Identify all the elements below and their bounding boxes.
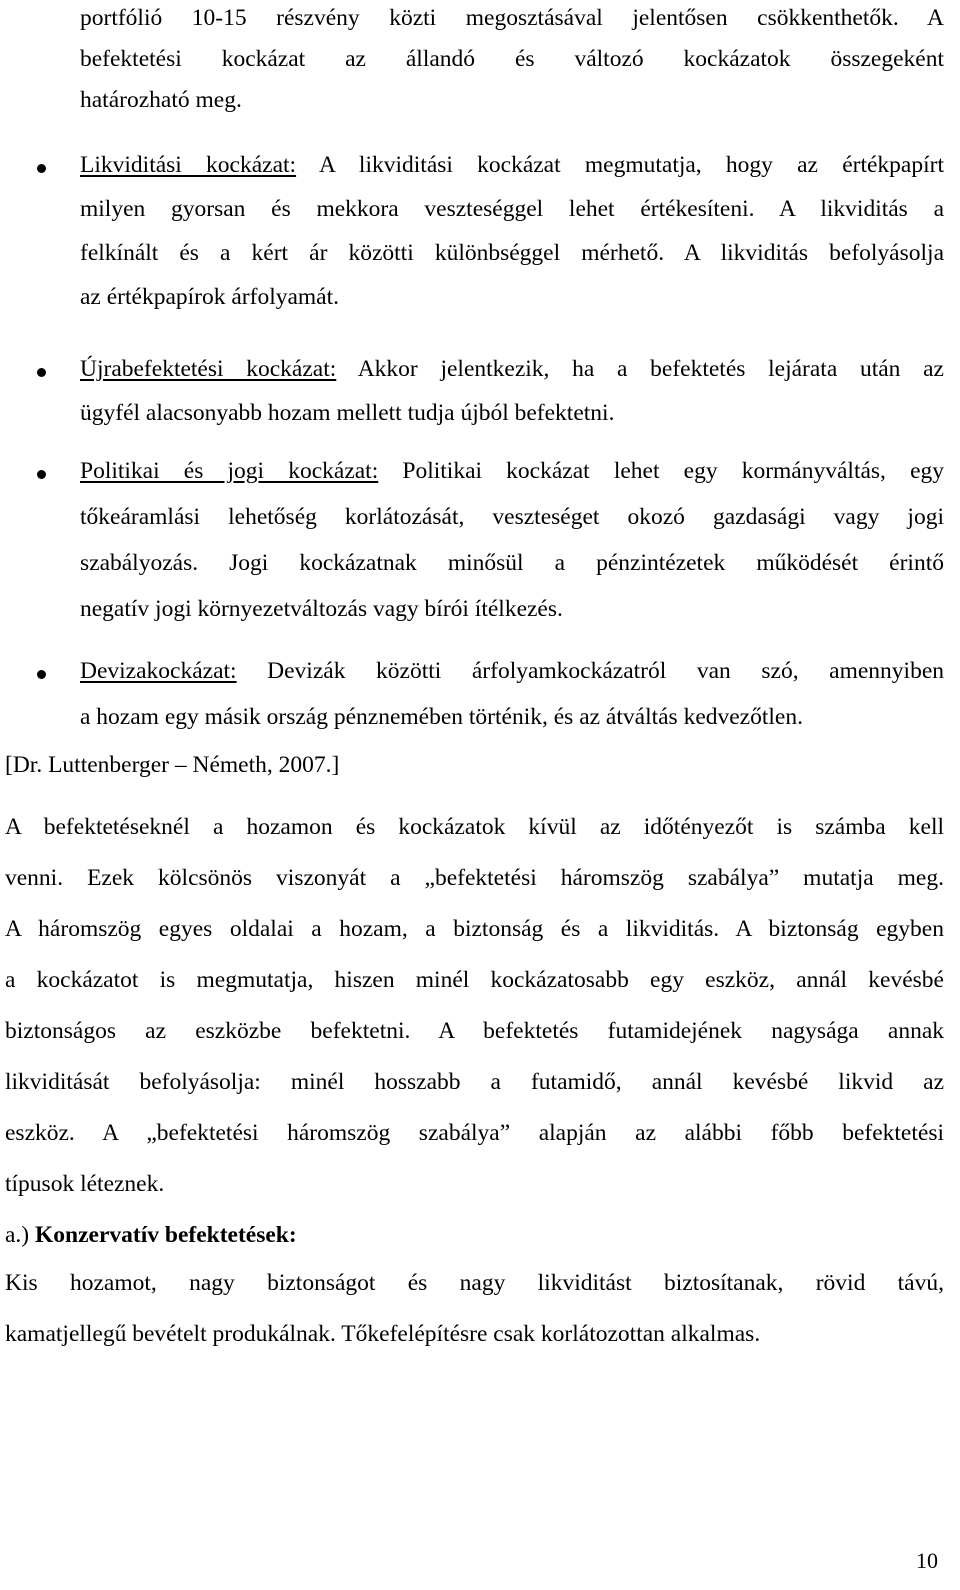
intro-line-1: portfólió 10-15 részvény közti megosztásával jelentősen csökkenthetők. A (80, 5, 944, 31)
paragraph-line: A befektetéseknél a hozamon és kockázatok kívül az időtényezőt is számba kell (5, 814, 944, 840)
paragraph-line: Kis hozamot, nagy biztonságot és nagy likviditást biztosítanak, rövid távú, (5, 1270, 944, 1296)
bullet-line: az értékpapírok árfolyamát. (80, 284, 340, 310)
citation-text: [Dr. Luttenberger – Németh, 2007.] (5, 752, 340, 778)
paragraph-line: típusok léteznek. (5, 1171, 165, 1197)
page-number: 10 (916, 1548, 938, 1573)
section-heading (5, 1220, 944, 1250)
bullet-icon (37, 164, 46, 173)
bullet-line: a hozam egy másik ország pénznemében történik, és az átváltás kedvezőtlen. (80, 704, 803, 730)
bullet-line: felkínált és a kért ár közötti különbséggel mérhető. A likviditás befolyásolja (80, 240, 944, 266)
bullet-term: Politikai és jogi kockázat: (80, 458, 379, 484)
bullet-line: milyen gyorsan és mekkora veszteséggel lehet értékesíteni. A likviditás a (80, 196, 944, 222)
bullet-line: Politikai és jogi kockázat: Politikai kockázat lehet egy kormányváltás, egy (80, 458, 945, 484)
bullet-icon (37, 368, 46, 377)
bullet-line: ügyfél alacsonyabb hozam mellett tudja újból befektetni. (80, 400, 615, 426)
bullet-term: Újrabefektetési kockázat: (80, 356, 337, 382)
paragraph-line: kamatjellegű bevételt produkálnak. Tőkefelépítésre csak korlátozottan alkalmas. (5, 1321, 761, 1347)
paragraph-investment-triangle (5, 812, 944, 1212)
paragraph-line: venni. Ezek kölcsönös viszonyát a „befektetési háromszög szabálya” mutatja meg. (5, 865, 944, 891)
paragraph-conservative-investments (5, 1268, 944, 1358)
bullet-line: Devizakockázat: Devizák közötti árfolyamkockázatról van szó, amennyiben (80, 658, 944, 684)
citation (5, 750, 944, 780)
intro-line-3: határozható meg. (80, 87, 242, 113)
paragraph-line: eszköz. A „befektetési háromszög szabálya” alapján az alábbi főbb befektetési (5, 1120, 944, 1146)
bullet-line: Likviditási kockázat: A likviditási kockázat megmutatja, hogy az értékpapírt (80, 152, 944, 178)
paragraph-line: A háromszög egyes oldalai a hozam, a biztonság és a likviditás. A biztonság egyben (5, 916, 944, 942)
bullet-line: negatív jogi környezetváltozás vagy bírói ítélkezés. (80, 596, 563, 622)
bullet-icon (37, 470, 46, 479)
intro-line-2: befektetési kockázat az állandó és változó kockázatok összegeként (80, 46, 944, 72)
paragraph-line: likviditását befolyásolja: minél hosszabb a futamidő, annál kevésbé likvid az (5, 1069, 944, 1095)
bullet-line: Újrabefektetési kockázat: Akkor jelentkezik, ha a befektetés lejárata után az (80, 356, 944, 382)
intro-paragraph (80, 3, 944, 115)
bullet-term: Likviditási kockázat: (80, 152, 297, 178)
bullet-term: Devizakockázat: (80, 658, 237, 684)
bullet-line: szabályozás. Jogi kockázatnak minősül a pénzintézetek működését érintő (80, 550, 944, 576)
paragraph-line: biztonságos az eszközbe befektetni. A befektetés futamidejének nagysága annak (5, 1018, 944, 1044)
heading-prefix: a.) (5, 1222, 30, 1248)
heading-title: Konzervatív befektetések: (29, 1222, 297, 1248)
paragraph-line: a kockázatot is megmutatja, hiszen minél kockázatosabb egy eszköz, annál kevésbé (5, 967, 944, 993)
bullet-line: tőkeáramlási lehetőség korlátozását, veszteséget okozó gazdasági vagy jogi (80, 504, 944, 530)
bullet-icon (37, 670, 46, 679)
